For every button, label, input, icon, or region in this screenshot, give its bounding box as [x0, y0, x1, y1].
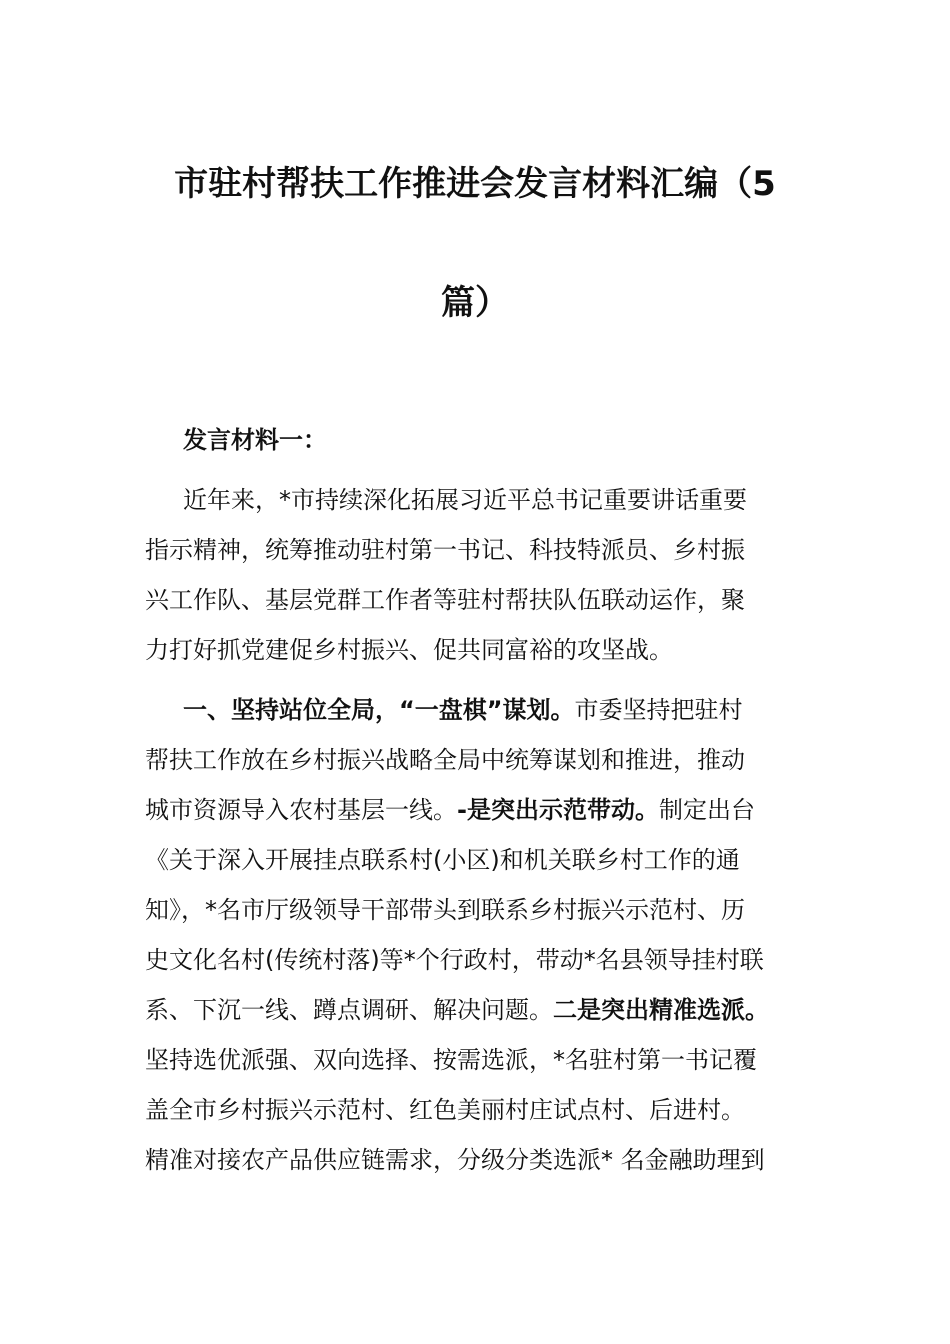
paragraph-section-one — [145, 685, 825, 1185]
inline-text: 制定出台 — [658, 796, 755, 824]
paragraph-line: 精准对接农产品供应链需求，分级分类选派* 名金融助理到 — [145, 1146, 765, 1174]
paragraph-line: 兴工作队、基层党群工作者等驻村帮扶队伍联动运作，聚 — [145, 586, 745, 614]
bold-point-one: -是突出示范带动。 — [457, 796, 659, 824]
document-title-line-2: 篇） — [441, 283, 509, 323]
bold-point-two: 二是突出精准选派。 — [553, 996, 769, 1024]
paragraph-line: 力打好抓党建促乡村振兴、促共同富裕的攻坚战。 — [145, 636, 673, 664]
paragraph-line — [145, 685, 825, 735]
paragraph-line — [145, 985, 825, 1035]
paragraph-line: 指示精神，统筹推动驻村第一书记、科技特派员、乡村振 — [145, 536, 745, 564]
document-title-line-1: 市驻村帮扶工作推进会发言材料汇编（5 — [174, 164, 776, 204]
paragraph-line — [145, 785, 825, 835]
paragraph-intro — [145, 475, 825, 675]
paragraph-line: 史文化名村(传统村落)等*个行政村，带动*名县领导挂村联 — [145, 946, 764, 974]
section-heading: 发言材料一： — [183, 426, 327, 454]
inline-text: 城市资源导入农村基层一线。 — [145, 796, 457, 824]
inline-text: 市委坚持把驻村 — [574, 696, 743, 724]
paragraph-line: 知》，*名市厅级领导干部带头到联系乡村振兴示范村、历 — [145, 896, 745, 924]
paragraph-line: 盖全市乡村振兴示范村、红色美丽村庄试点村、后进村。 — [145, 1096, 745, 1124]
paragraph-line: 近年来，*市持续深化拓展习近平总书记重要讲话重要 — [183, 486, 747, 514]
paragraph-line: 《关于深入开展挂点联系村(小区)和机关联乡村工作的通 — [145, 846, 740, 874]
paragraph-line: 帮扶工作放在乡村振兴战略全局中统筹谋划和推进，推动 — [145, 746, 745, 774]
bold-subheading: 一、坚持站位全局，“一盘棋”谋划。 — [183, 696, 575, 724]
paragraph-line: 坚持选优派强、双向选择、按需选派，*名驻村第一书记覆 — [145, 1046, 757, 1074]
inline-text: 系、下沉一线、蹲点调研、解决问题。 — [145, 996, 553, 1024]
